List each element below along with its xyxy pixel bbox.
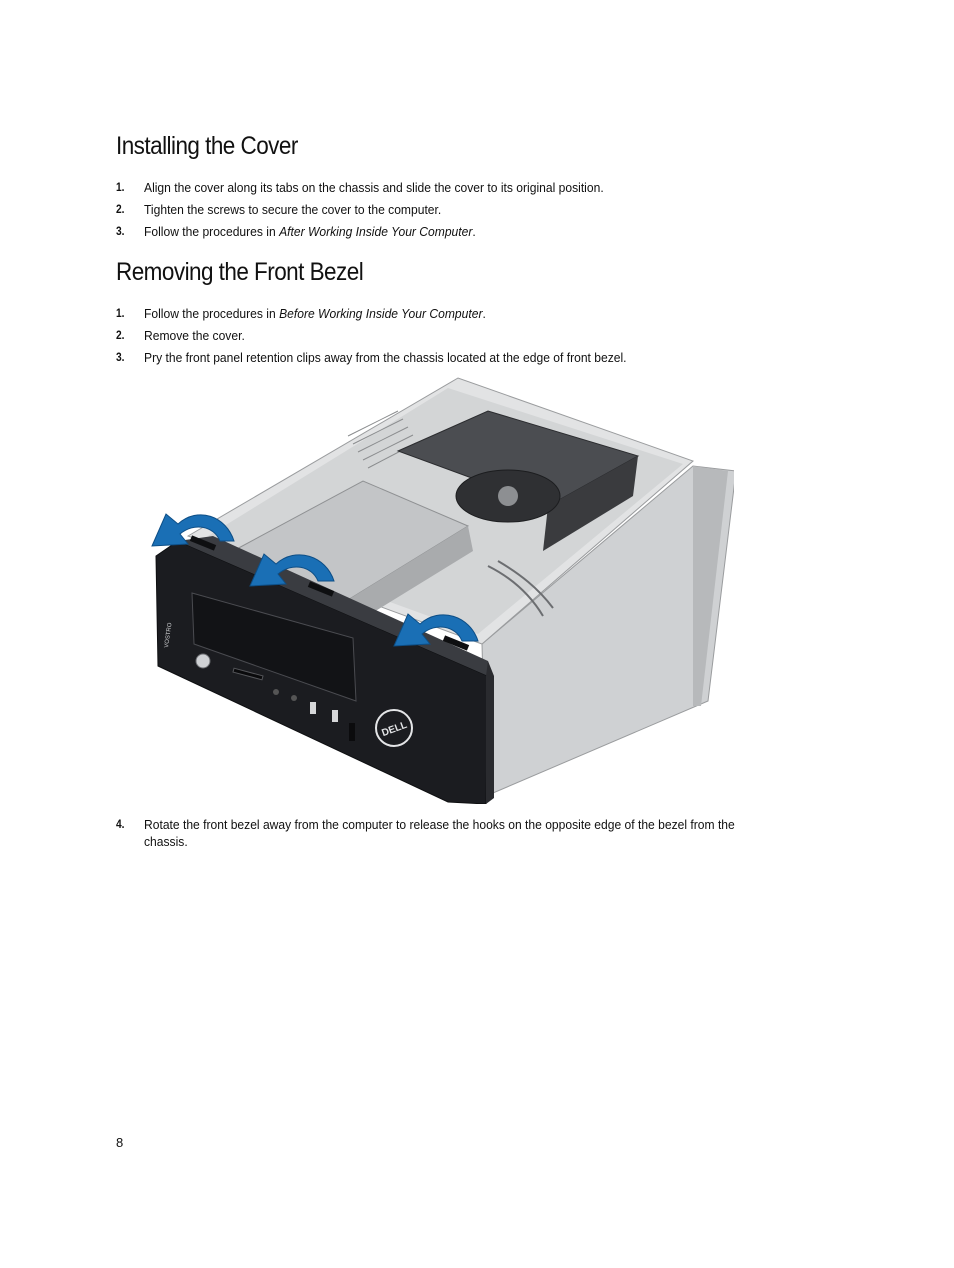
step-text: Remove the cover.	[144, 328, 245, 343]
step-number: 2.	[116, 328, 125, 342]
step-number: 2.	[116, 202, 125, 216]
step-text: Tighten the screws to secure the cover to the computer.	[144, 202, 442, 217]
step-number: 3.	[116, 350, 125, 364]
dell-logo-text: DELL	[380, 719, 409, 740]
step-number: 1.	[116, 180, 125, 194]
step-text: Follow the procedures in Before Working Inside Your Computer.	[144, 306, 486, 321]
step-text: Align the cover along its tabs on the chassis and slide the cover to its original position.	[144, 180, 604, 195]
link-before-working: Before Working Inside Your Computer	[279, 306, 483, 321]
step-text: Rotate the front bezel away from the computer to release the hooks on the opposite edge of the bezel from the chassis.	[144, 817, 735, 849]
front-bezel-side	[486, 661, 494, 804]
section-title-installing-cover: Installing the Cover	[116, 132, 298, 160]
usb-port	[332, 710, 338, 722]
page-number: 8	[116, 1135, 124, 1150]
audio-port	[273, 689, 279, 695]
audio-port	[291, 695, 297, 701]
step-text: Follow the procedures in After Working Inside Your Computer.	[144, 224, 476, 239]
bezel-removal-illustration	[148, 376, 734, 804]
step-number: 4.	[116, 817, 125, 831]
fan-hub-icon	[498, 486, 518, 506]
usb-port	[310, 702, 316, 714]
step-number: 1.	[116, 306, 125, 320]
power-button	[196, 654, 210, 668]
section-title-removing-bezel: Removing the Front Bezel	[116, 258, 364, 286]
eject-slot	[349, 723, 355, 741]
step-number: 3.	[116, 224, 125, 238]
link-after-working: After Working Inside Your Computer	[279, 224, 473, 239]
step-text: Pry the front panel retention clips away from the chassis located at the edge of front bezel.	[144, 350, 627, 365]
model-label: VOSTRO	[164, 622, 174, 649]
